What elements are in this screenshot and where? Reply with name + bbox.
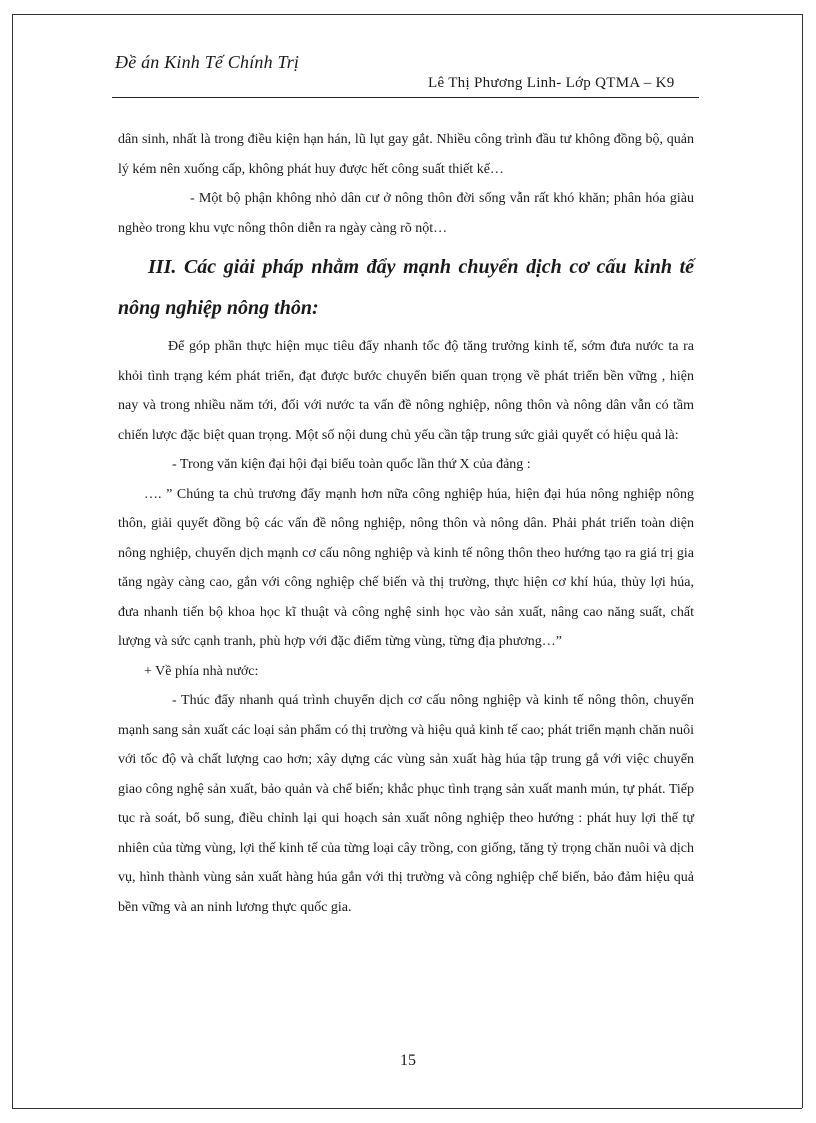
page-body — [118, 125, 694, 922]
quote-paragraph: …. ” Chúng ta chủ trương đẩy mạnh hơn nữa công nghiệp húa, hiện đại húa nông nghiệp nông thôn, giải quyết đồng bộ các vấn đề nông nghiệp, nông thôn và nông dân. Phải phát triển toàn diện nông nghiệp, chuyển dịch mạnh cơ cấu nông nghiệp và kinh tế nông thôn theo hướng tạo ra giá trị gia tăng ngày càng cao, gắn với công nghiệp chế biến và thị trường, thực hiện cơ khí húa, thủy lợi húa, đưa nhanh tiến bộ khoa học kĩ thuật và công nghệ sinh học vào sản xuất, nâng cao năng suất, chất lượng và sức cạnh tranh, phù hợp với đặc điểm từng vùng, từng địa phương…” — [118, 486, 694, 649]
paragraph-4: - Trong văn kiện đại hội đại biểu toàn quốc lần thứ X của đảng : — [172, 457, 531, 472]
paragraph-state: + Về phía nhà nước: — [144, 663, 259, 679]
paragraph-7: - Thúc đẩy nhanh quá trình chuyển dịch cơ cấu nông nghiệp và kinh tế nông thôn, chuyển mạnh sang sản xuất các loại sản phẩm có thị trường và hiệu quả kinh tế cao; phát triển mạnh chăn nuôi với tốc độ và chất lượng cao hơn; xây dựng các vùng sản xuất hàg húa tập trung gắ với việc chuyển giao công nghệ sản xuất, bảo quản và chế biến; khắc phục tình trạng sản xuất manh mún, tự phát. Tiếp tục rà soát, bổ sung, điều chỉnh lại qui hoạch sản xuất nông nghiệp theo hướng : phát huy lợi thế tự nhiên của từng vùng, lợi thế kinh tế của từng loại cây trồng, con giống, tăng tỷ trọng chăn nuôi và dịch vụ, hình thành vùng sản xuất hàng húa gắn với thị trường và công nghiệp chế biến, bảo đảm hiệu quả bền vững và an ninh lương thực quốc gia. — [118, 693, 694, 915]
paragraph-2: - Một bộ phận không nhỏ dân cư ở nông thôn đời sống vẫn rất khó khăn; phân hóa giàu nghèo trong khu vực nông thôn diễn ra ngày càng rõ nột… — [118, 191, 694, 236]
frame-left-line — [12, 14, 13, 1108]
document-title: Đề án Kinh Tế Chính Trị — [115, 52, 300, 72]
header-divider — [112, 97, 699, 98]
frame-top-line — [12, 14, 802, 15]
paragraph-3: Để góp phần thực hiện mục tiêu đẩy nhanh tốc độ tăng trưởng kinh tế, sớm đưa nước ta ra khỏi tình trạng kém phát triển, đạt được bước chuyển biến quan trọng về phát triển bền vững , hiện nay và trong nhiều năm tới, đối với nước ta vấn đề nông nghiệp, nông thôn và nông dân vẫn có tầm chiến lược đặc biệt quan trọng. Một số nội dung chủ yếu cần tập trung sức giải quyết có hiệu quả là: — [118, 339, 694, 443]
section-heading: III. Các giải pháp nhằm đẩy mạnh chuyển dịch cơ cấu kinh tế nông nghiệp nông thôn: — [118, 256, 694, 319]
paragraph-1: dân sinh, nhất là trong điều kiện hạn hán, lũ lụt gay gắt. Nhiều công trình đầu tư không đồng bộ, quản lý kém nên xuống cấp, không phát huy được hết công suất thiết kế… — [118, 132, 694, 177]
frame-right-line — [802, 14, 803, 1108]
page-number: 15 — [400, 1052, 416, 1069]
author-class: Lê Thị Phương Linh- Lớp QTMA – K9 — [428, 75, 675, 91]
frame-bottom-line — [12, 1108, 802, 1109]
